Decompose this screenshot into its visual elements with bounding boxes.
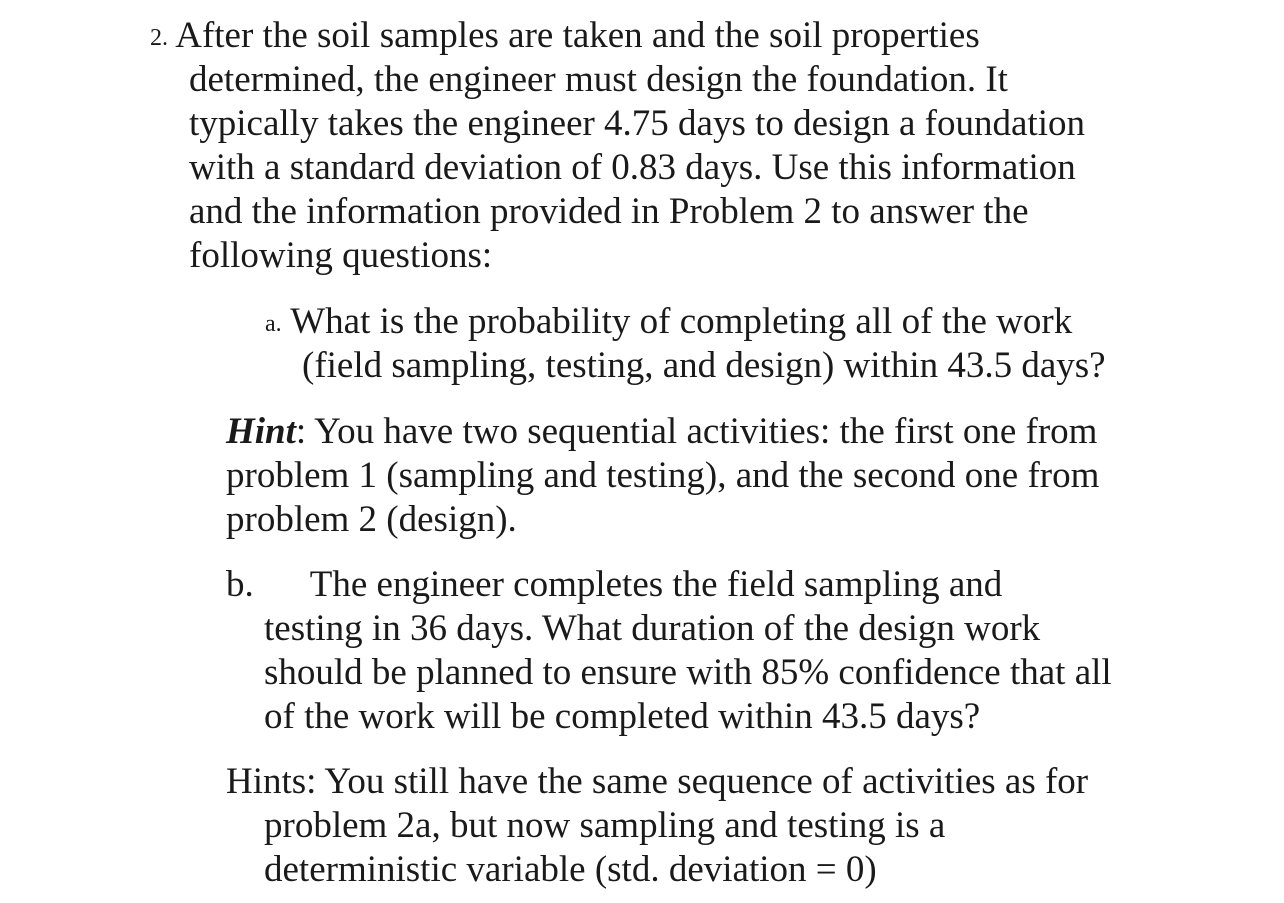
part-b-text-line: The engineer completes the field sampling and [309, 564, 1003, 605]
problem-text-line: and the information provided in Problem 2 to answer the [189, 191, 1029, 232]
part-a-text-line: What is the probability of completing all of the work [290, 301, 1073, 342]
part-a-text-line: (field sampling, testing, and design) within 43.5 days? [302, 345, 1106, 386]
problem-text-line: with a standard deviation of 0.83 days. Use this information [189, 147, 1076, 188]
hint-label: Hint [226, 411, 296, 452]
hint-a-first-line [226, 410, 1097, 454]
part-b-text-line: testing in 36 days. What duration of the design work [264, 608, 1041, 649]
problem-number: 2. [150, 25, 168, 51]
part-b-text-line: should be planned to ensure with 85% confidence that all [264, 652, 1112, 693]
part-b-text-line: of the work will be completed within 43.5 days? [264, 696, 981, 737]
problem-first-line [150, 14, 980, 62]
hint-a-text-line: problem 1 (sampling and testing), and the second one from [226, 455, 1100, 496]
hint-b-text-line: deterministic variable (std. deviation = 0) [264, 849, 877, 890]
part-a-label: a. [265, 311, 282, 337]
part-b-label: b. [226, 564, 254, 605]
problem-text-line: After the soil samples are taken and the soil properties [175, 15, 980, 56]
problem-text-line: following questions: [189, 235, 493, 276]
hint-a-text-line: problem 2 (design). [226, 499, 517, 540]
problem-text-line: determined, the engineer must design the foundation. It [189, 59, 1008, 100]
hint-b-text-line: Hints: You still have the same sequence of activities as for [226, 761, 1089, 802]
part-a-first-line [265, 300, 1072, 348]
hint-b-text-line: problem 2a, but now sampling and testing is a [264, 805, 946, 846]
hint-a-text: : You have two sequential activities: the first one from [295, 411, 1098, 452]
problem-text-line: typically takes the engineer 4.75 days to design a foundation [189, 103, 1085, 144]
part-b-first-line [226, 563, 1002, 607]
